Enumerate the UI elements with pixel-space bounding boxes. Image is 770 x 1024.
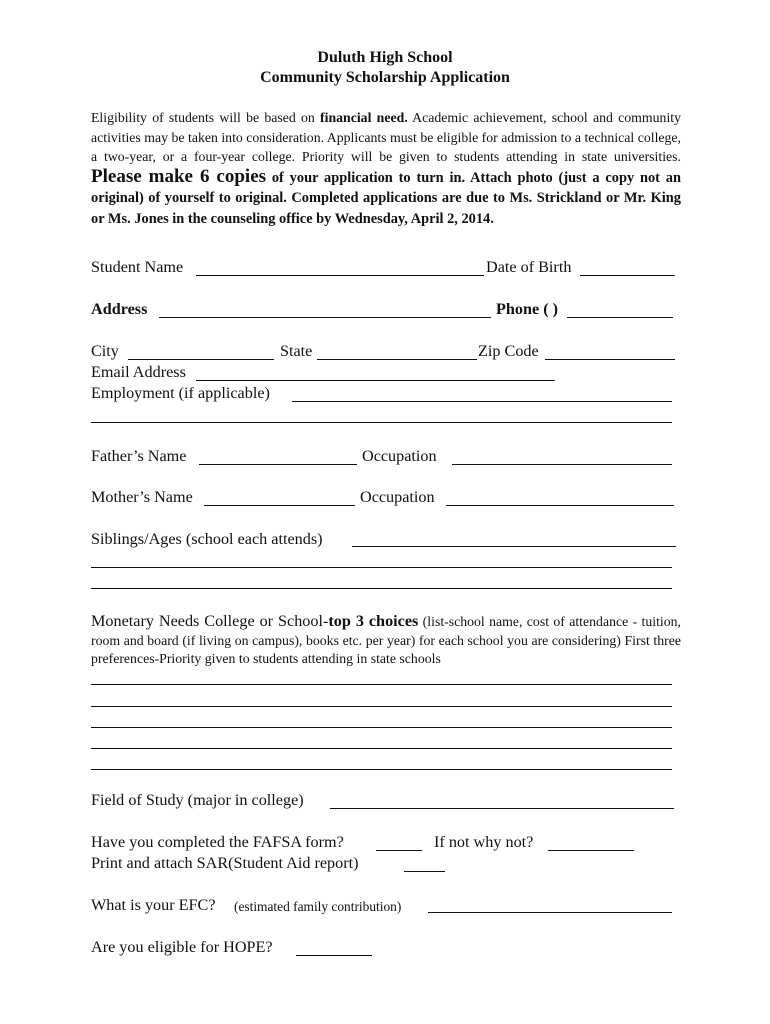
siblings-label: Siblings/Ages (school each attends) [91, 530, 323, 548]
employment-field-line-2[interactable] [91, 422, 672, 423]
mother-occupation-field[interactable] [446, 505, 674, 506]
mother-name-field[interactable] [204, 505, 355, 506]
father-occupation-field[interactable] [452, 464, 672, 465]
financial-need-text: financial need. [320, 110, 408, 125]
school-choices-line-3[interactable] [91, 727, 672, 728]
siblings-field-line-3[interactable] [91, 588, 672, 589]
school-choices-line-1[interactable] [91, 684, 672, 685]
city-field[interactable] [128, 359, 274, 360]
state-label: State [280, 342, 313, 360]
zip-code-label: Zip Code [478, 342, 539, 360]
father-name-field[interactable] [199, 464, 357, 465]
email-label: Email Address [91, 363, 186, 381]
sar-field[interactable] [404, 871, 445, 872]
copies-notice-rest: of your application to turn in. [266, 169, 466, 186]
zip-code-field[interactable] [545, 359, 675, 360]
fafsa-label: Have you completed the FAFSA form? [91, 833, 344, 851]
form-title: Community Scholarship Application [260, 69, 510, 86]
state-field[interactable] [317, 359, 477, 360]
city-label: City [91, 342, 119, 360]
if-not-why-label: If not why not? [434, 833, 534, 851]
intro-text-2: Academic achievement, school and community activities may be taken into consideration. Applicants must be eligible for admission to a technical college, a two-year, or a four-year college. Priority will be given to students attending in state universities. [91, 110, 682, 165]
address-label: Address [91, 300, 148, 318]
efc-note: (estimated family contribution) [234, 899, 402, 914]
student-name-field[interactable] [196, 275, 484, 276]
student-name-label: Student Name [91, 258, 184, 276]
field-of-study-label: Field of Study (major in college) [91, 791, 304, 809]
mother-name-label: Mother’s Name [91, 488, 193, 506]
mother-occupation-label: Occupation [360, 488, 435, 506]
monetary-needs-paragraph [91, 612, 681, 669]
siblings-field[interactable] [352, 546, 676, 547]
deadline-text: Attach photo (just a copy not an original) of yourself to original. Completed applications are due to Ms. Strickland or Mr. King or Ms. Jones in the counseling office by Wednesday, April 2, 2014. [91, 169, 681, 227]
school-choices-line-2[interactable] [91, 706, 672, 707]
school-choices-line-5[interactable] [91, 769, 672, 770]
siblings-field-line-2[interactable] [91, 567, 672, 568]
address-field[interactable] [159, 317, 491, 318]
date-of-birth-field[interactable] [580, 275, 675, 276]
eligibility-paragraph [91, 108, 681, 230]
intro-text-1: Eligibility of students will be based on [91, 110, 321, 125]
fafsa-field[interactable] [376, 850, 422, 851]
father-occupation-label: Occupation [362, 447, 437, 465]
monetary-needs-instructions: (list-school name, cost of attendance - tuition, room and board (if living on campus), books etc. per year) for each school you are considering) First three preferences-Priority given to students attending in state schools [91, 614, 681, 667]
hope-label: Are you eligible for HOPE? [91, 938, 273, 956]
field-of-study-field[interactable] [330, 808, 674, 809]
employment-field[interactable] [292, 401, 672, 402]
efc-label: What is your EFC? [91, 896, 216, 914]
phone-label: Phone ( ) [496, 300, 559, 318]
employment-label: Employment (if applicable) [91, 384, 270, 402]
email-field[interactable] [196, 380, 555, 381]
efc-field[interactable] [428, 912, 672, 913]
date-of-birth-label: Date of Birth [486, 258, 572, 276]
father-name-label: Father’s Name [91, 447, 187, 465]
top-choices-label: top 3 choices [328, 612, 419, 630]
copies-notice: Please make 6 copies [91, 165, 267, 187]
phone-field[interactable] [567, 317, 673, 318]
if-not-why-field[interactable] [548, 850, 634, 851]
hope-field[interactable] [296, 955, 372, 956]
sar-label: Print and attach SAR(Student Aid report) [91, 854, 359, 872]
monetary-needs-label: Monetary Needs College or School- [91, 612, 329, 630]
school-name: Duluth High School [317, 49, 453, 66]
school-choices-line-4[interactable] [91, 748, 672, 749]
